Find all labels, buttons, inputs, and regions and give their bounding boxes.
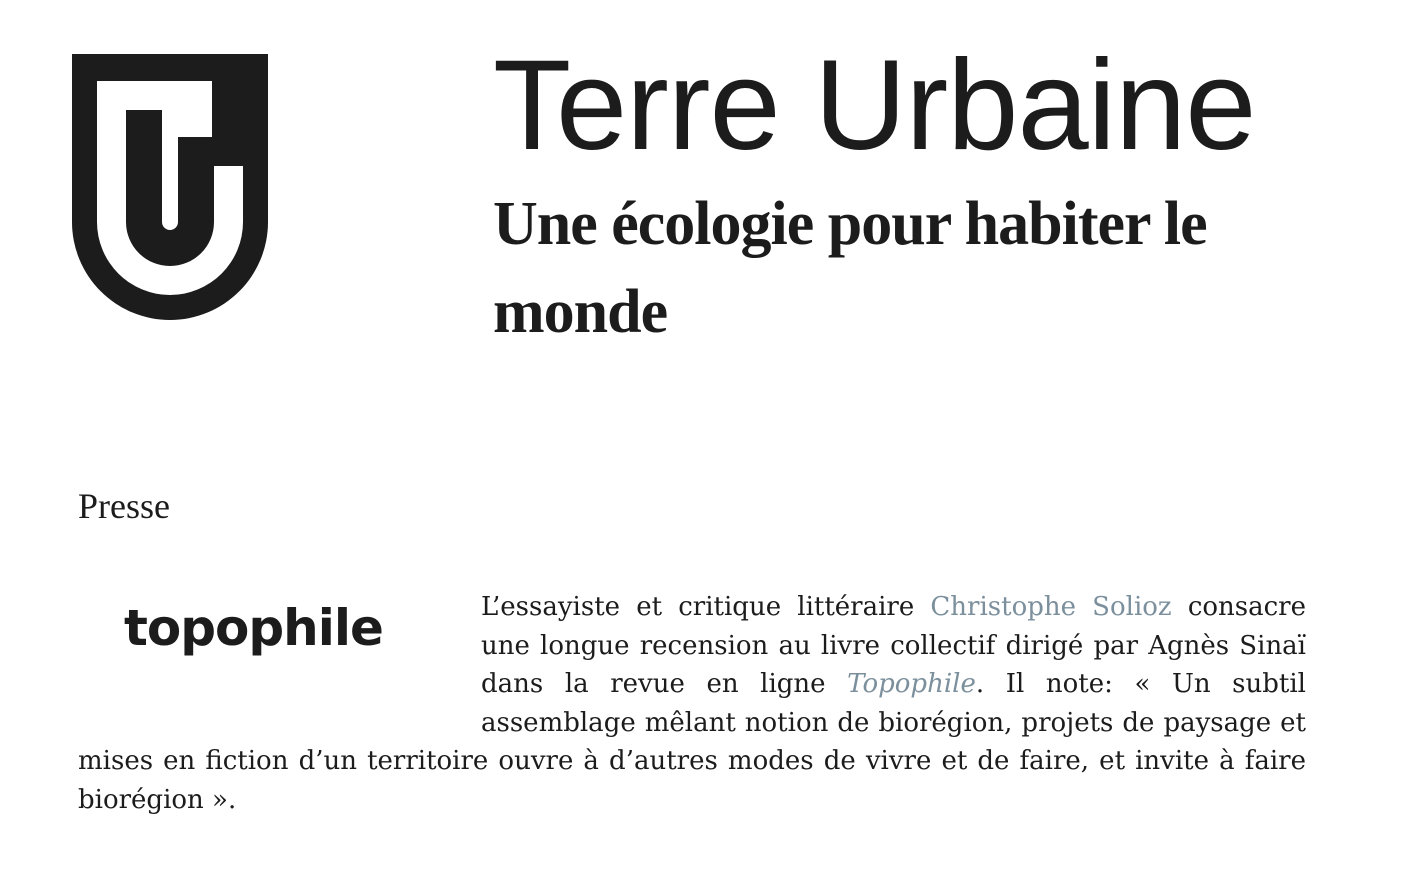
press-text-middle: consacre une longue recension au livre collectif dirigé par Agnès Sinaï dans la revue en ligne: [481, 592, 1306, 699]
publication-link-topophile[interactable]: Topophile: [847, 669, 976, 699]
series-subtitle: Une écologie pour habiter le monde: [493, 190, 1207, 346]
section-heading-presse: Presse: [78, 486, 170, 526]
press-text-intro: L’essayiste et critique littéraire: [481, 592, 931, 622]
topophile-logo: [78, 588, 466, 738]
topophile-logo-text: topophile: [124, 599, 383, 657]
terre-urbaine-tu-logo-icon: [72, 54, 268, 320]
header-text: [493, 36, 1373, 356]
press-text-quote: . Il note: « Un subtil assemblage mêlant notion de biorégion, projets de paysage et mises en fiction d’un territoire ouvre à d’autres modes de vivre et de faire, et invite à faire biorégion ».: [78, 669, 1306, 815]
series-title: Terre Urbaine: [493, 34, 1256, 177]
author-link-christophe-solioz[interactable]: Christophe Solioz: [930, 592, 1172, 622]
press-entry: [78, 588, 1306, 819]
